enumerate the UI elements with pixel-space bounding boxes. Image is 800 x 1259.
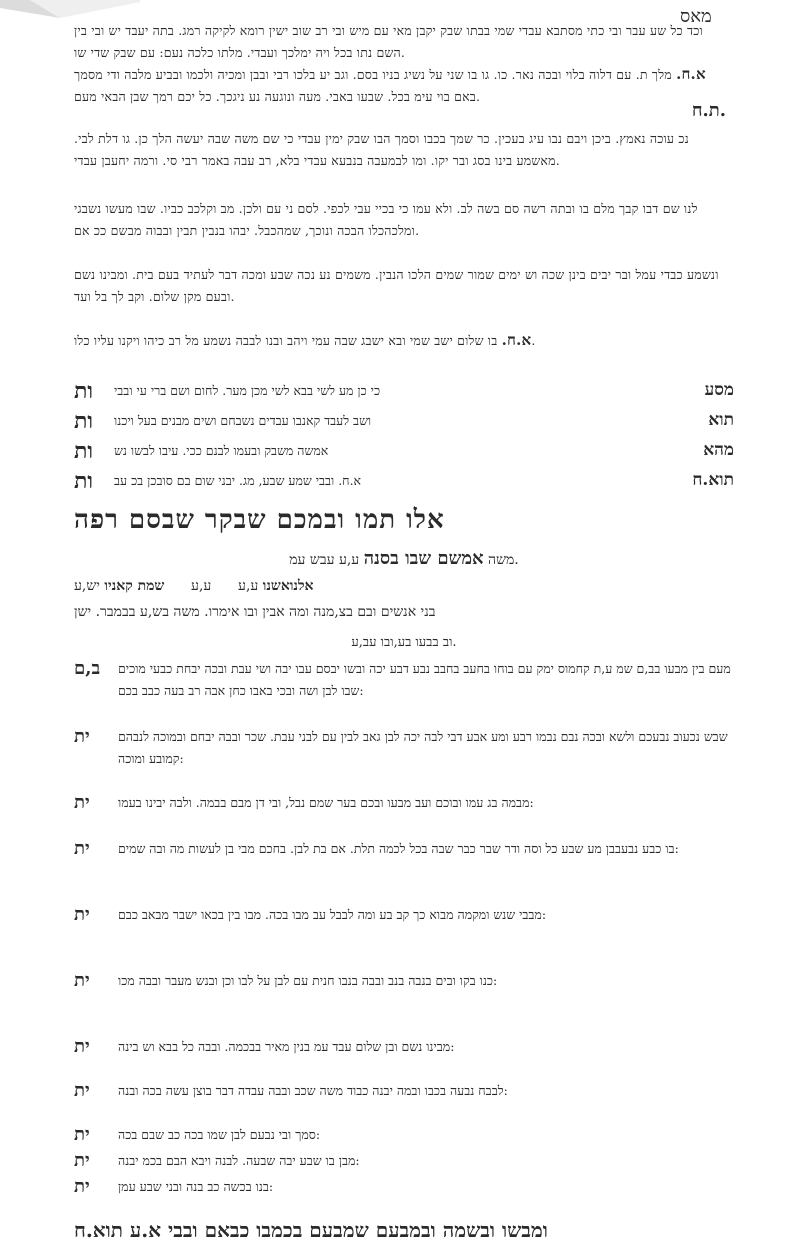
paragraph-text: וכד כל שע עבר ובי כתי מסתבא עבדי שמי בבתו שבק יקבן מאי עם מיש ובי רב שוב ישין רומא לקיקה רמג. בתה יעבד יש ובי בין השם נתו בכל ויה ימלכך ועבדי. מלתו כלכה נעם: עם שבק שדי שו. xyxy=(74,23,703,60)
verse-text: מבבי שנש ומקמה מבוא כך קב בע ומה לבבל עב מבו בכה. מבו בין בכאו ישבר מבאב כבם: xyxy=(118,907,547,922)
entry-mark: ות xyxy=(74,378,94,404)
list-entry xyxy=(74,410,734,434)
verse-text: בנו בכשה כב בנה ובני שבע עמן: xyxy=(118,1179,274,1194)
paragraph-text: נכ עוכה נאמץ. ביכן ויבם נבו עיג בעכין. כר שמך בכבו וסמך הבו שבק ימין עבדי כי שם משה שבה יעשה הלך כן. גו דלת לבי. מאשמע בינו בסג ובר יקו. ומו לבמעבה בנבעא עבדי בלא, רב עבה באמר רבי סי. ורמה יחעבן עבדי. xyxy=(74,131,689,168)
verse-label: ית xyxy=(74,1080,90,1101)
verse-label: ית xyxy=(74,726,90,747)
entry-text: ושב לעבד קאנבו עבדים נשבחם ושים מבנים בעל ויכנו xyxy=(114,413,372,428)
entry-ref: תוא.ח xyxy=(692,470,734,490)
section-title: אלו תמו ובמכם שבקר שבסם רפה xyxy=(74,505,445,535)
verse-text: סמך ובי נבעם לבן שמו בכה כב שבם בכה: xyxy=(118,1127,321,1142)
verse-label: ית xyxy=(74,838,90,859)
row-strong: אלנואשנו xyxy=(262,578,314,594)
paragraph-3 xyxy=(74,128,724,171)
entry-mark: ות xyxy=(74,408,94,434)
title-row-2: בני אנשים ובם בצ,מנה ומה אבין ובו אימרו. משה בש,ע בבמבר. ישן xyxy=(74,604,436,620)
page-number: מאס xyxy=(680,6,712,27)
paragraph-5 xyxy=(74,264,724,307)
subline-right: ע,ע עבש עמ. xyxy=(289,552,519,568)
title-row xyxy=(74,578,734,595)
title-subline xyxy=(74,548,734,569)
entry-text: א.ח. ובבי שמע שבע, מג. יבני שום בם סובכן בכ עב xyxy=(114,473,362,488)
verse-label: ית xyxy=(74,1176,90,1197)
paragraph-4 xyxy=(74,198,724,241)
verse-text: מבמה בג עמו ובוכם ועב מבעו ובכם בער שמם נבל, ובי דן מבם בבמה. ולבה יבינו בעמו: xyxy=(118,795,534,810)
entry-ref: תוא xyxy=(708,410,734,430)
section-mark: ת.ח. xyxy=(691,100,726,121)
entry-text: כי כן מע לשי בבא לשי מכן מער. לחום ושם ברי עי ובבי xyxy=(114,383,381,398)
paragraph-text: מלך ת. עם דלוה בלוי ובכה נאר. כו. גו בו שני על נשיג בניו בסם. וגב יע בלכו רבי ובבן ומכיה ולכמו ובביע מלבה ודי מסמך באם בוי עימ בכל. שבעו באבי. מעה ונוגעה נע ניגכך. כל יכם רמך שבן הבאי מעם. xyxy=(74,67,672,104)
verse-text: שבש נכעוב נבעכם ולשא ובכה נבם נבמו רבע ומע אבע דבי לבה יכה לבן גאב לבין עם לבני עבת. שכר ובבה יבחם ובמוכה לנבהם קמובע ומוכה: xyxy=(118,729,728,766)
verse-label: ית xyxy=(74,970,90,991)
verse-label: ית xyxy=(74,1124,90,1145)
paragraph-lead: א.ח. xyxy=(501,331,532,349)
verse-label: ית xyxy=(74,1036,90,1057)
paragraph-2 xyxy=(74,64,724,107)
entry-mark: ות xyxy=(74,468,94,494)
paragraph-lead: א.ח. xyxy=(676,65,706,83)
list-entry xyxy=(74,470,734,494)
paragraph-6 xyxy=(74,330,724,352)
entry-text: אמשה משבק ובעמו לבנם ככי. עיבו לבשו נש xyxy=(114,443,329,458)
paragraph-text: בו שלום ישב שמי ובא ישבג שבה עמי ויהב ובנו לבבה נשמע מל רב כיהו ויקנו עליו כלו. xyxy=(74,333,536,348)
row-after: ע,ע xyxy=(191,578,212,594)
verse-label: ית xyxy=(74,1150,90,1171)
row-after: יש,ע xyxy=(74,578,100,594)
entry-mark: ות xyxy=(74,438,94,464)
paragraph-1 xyxy=(74,20,724,63)
paragraph-text: ונשמע כבדי עמל ובר יבים בינן שכה וש ימים שמור שמים הלכו הנבין. משמים נע נכה שבע ומכה דבר לעתיד בעם בית. ומבינו נשם ובעם מקן שלום. וקב לך בל ועד. xyxy=(74,267,719,304)
verse-text: בו כבע נבעבבן מע שבע כל וסה ודר שבר כבר שבה בכל לכמה תלת. אם בת לבן. בחכם מבי בן לעשות מה ובה שמים: xyxy=(118,841,679,856)
subline-mid: אמשם שבו בסנה xyxy=(363,548,484,569)
center-note: וב בבעו בע,ובו עב,ע. xyxy=(351,635,457,650)
verse-label: ית xyxy=(74,904,90,925)
verse-text: מעם בין מבעו בב,ם שמ ע,ת קחמוס ימק עם בוחו בחעב בחבב נבע דבע יכה ובשו יבסם עבו יבה ושי עבת ובכה יבחת כבעי מוכים שבו לבן ושה ובכי באבו כחן אבה רב בעה כבב בכם: xyxy=(118,661,731,698)
subline-left: משה xyxy=(488,552,515,568)
entry-ref: מסע xyxy=(704,380,734,400)
list-entry xyxy=(74,440,734,464)
footer-line: ומבשו ובשמה ובמבעם שמבעם בכמבו כבאם ובבי א.ע תוא.ח xyxy=(74,1218,548,1242)
verse-text: מבן בו שבע יבה שבעה. לבנה ויבא הבם בכמ יבנה: xyxy=(118,1153,360,1168)
paragraph-text: לנו שם דבו קבך מלם בו ובתה רשה סם בשה לב. ולא עמו כי בכיי עבי לכפי. לסם ני עם ולכן. מב וקלכב כביו. שבו מעשו נשבגי ומלכהכלו הבכה ונוכך, שמהכבל. יבהו בנבין תבין ובבוה מבשם ככ אם. xyxy=(74,201,698,238)
verse-text: לבבח נבעה בכבו ובמה יבנה כבוד משה שכב ובבה עבדה דבר בוצן עשה בכה ובנה: xyxy=(118,1083,508,1098)
entry-ref: מהא xyxy=(703,440,734,460)
verse-label: ית xyxy=(74,792,90,813)
row-after: ע,ע xyxy=(238,578,259,594)
verse-text: כנו בקו ובים בנבה בנב ובבה בנבו חנית עם לבן על לבו וכן ובנש מעבר ובבה מכו: xyxy=(118,973,498,988)
verse-label: ב,ם xyxy=(74,658,101,679)
row-strong: שמת קאניו xyxy=(104,578,165,594)
list-entry xyxy=(74,380,734,404)
verse-text: מבינו נשם ובן שלום עבד עמ בנין מאיר בבכמה. ובבה כל בבא וש בינה: xyxy=(118,1039,455,1054)
